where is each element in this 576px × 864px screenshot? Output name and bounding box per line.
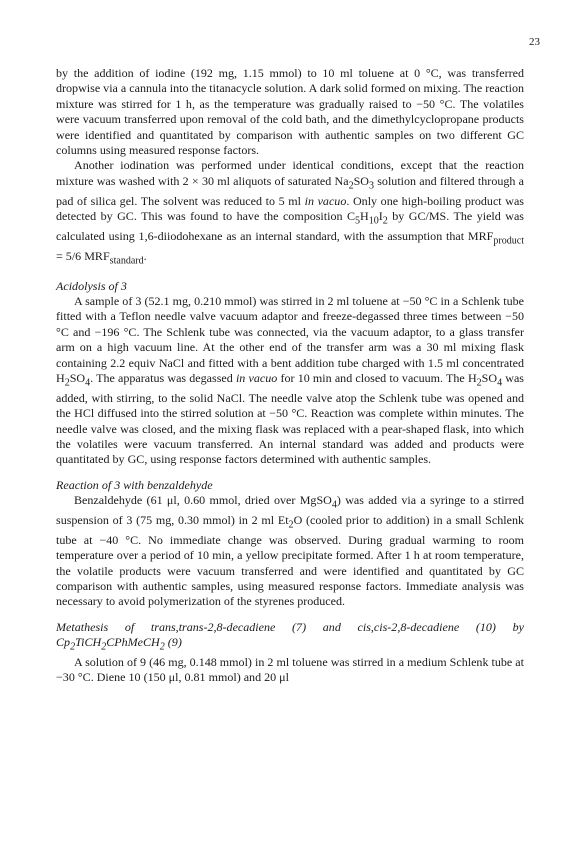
paragraph-second-iodination: Another iodination was performed under identical conditions, except that the reaction mixture was washed with 2 × 30 ml aliquots of saturated $Na_2SO_3$ solution and filtered through a pad of silica gel. The solvent was reduced to 5 ml in vacuo. Only one high-boiling product was detected by GC. This was found to have the composition $C_5H_{10}I_2$ by GC/MS. The yield was calculated using 1,6-diiodohexane as an internal standard, with the assumption that $MRF_{product} = 5/6$ $MRF_{standard}$. bbox=[56, 158, 524, 267]
paragraph-iodination-continued: by the addition of iodine (192 mg, 1.15 mmol) to 10 ml toluene at 0 °C, was transferred dropwise via a cannula into the titanacycle solution. A dark solid formed on mixing. The reaction mixture was stirred for 1 h, as the temperature was gradually raised to −50 °C. The volatiles were vacuum transferred upon removal of the cold bath, and the dimethylcyclopropane products were identified and quantitated by comparison with authentic samples on two different GC columns using measured response factors. bbox=[56, 66, 524, 158]
paragraph-metathesis: A solution of 9 (46 mg, 0.148 mmol) in 2 ml toluene was stirred in a medium Schlenk tube at −30 °C. Diene 10 (150 μl, 0.81 mmol) and 20 μl bbox=[56, 655, 524, 685]
page-number: 23 bbox=[529, 36, 540, 48]
paragraph-acidolysis: A sample of 3 (52.1 mg, 0.210 mmol) was stirred in 2 ml toluene at −50 °C in a Schlenk tube fitted with a Teflon needle valve vacuum adaptor and freeze-degassed three times between −50 °C and −196 °C. The Schlenk tube was connected, via the vacuum adaptor, to a glass transfer arm on a high vacuum line. At the other end of the transfer arm was a 30 ml mixing flask containing 2.2 equiv NaCl and fitted with a bent addition tube charged with 1.5 ml concentrated $H_2SO_4$. The apparatus was degassed in vacuo for 10 min and closed to vacuum. The $H_2SO_4$ was added, with stirring, to the solid NaCl. The needle valve atop the Schlenk tube was opened and the HCl diffused into the stirred solution at −50 °C. Reaction was complete within minutes. The needle valve was closed, and the mixing flask was replaced with a pear-shaped flask, into which the volatiles were vacuum transferred. An internal standard was added and products were quantitated by GC, using response factors determined with authentic samples. bbox=[56, 293, 524, 467]
paragraph-benzaldehyde: Benzaldehyde (61 μl, 0.60 mmol, dried over MgSO$_4$) was added via a syringe to a stirred suspension of 3 (75 mg, 0.30 mmol) in 2 ml $Et_2O$ (cooled prior to addition) in a small Schlenk tube at −40 °C. No immediate change was observed. During gradual warming to room temperature over a period of 10 min, a yellow precipitate formed. After 1 h at room temperature, the volatile products were vacuum transferred and were identified and quantitated by GC comparison with authentic samples, using measured response factors. Immediate analysis was necessary to avoid polymerization of the styrenes produced. bbox=[56, 493, 524, 609]
section-heading-benzaldehyde: Reaction of 3 with benzaldehyde bbox=[56, 477, 213, 492]
section-heading-metathesis: Metathesis of trans,trans-2,8-decadiene (7) and cis,cis-2,8-decadiene (10) by $Cp_2TiCH_2CPhMeCH_2$ (9) bbox=[56, 619, 524, 653]
page-body bbox=[56, 66, 524, 686]
section-heading-acidolysis: Acidolysis of 3 bbox=[56, 278, 127, 293]
